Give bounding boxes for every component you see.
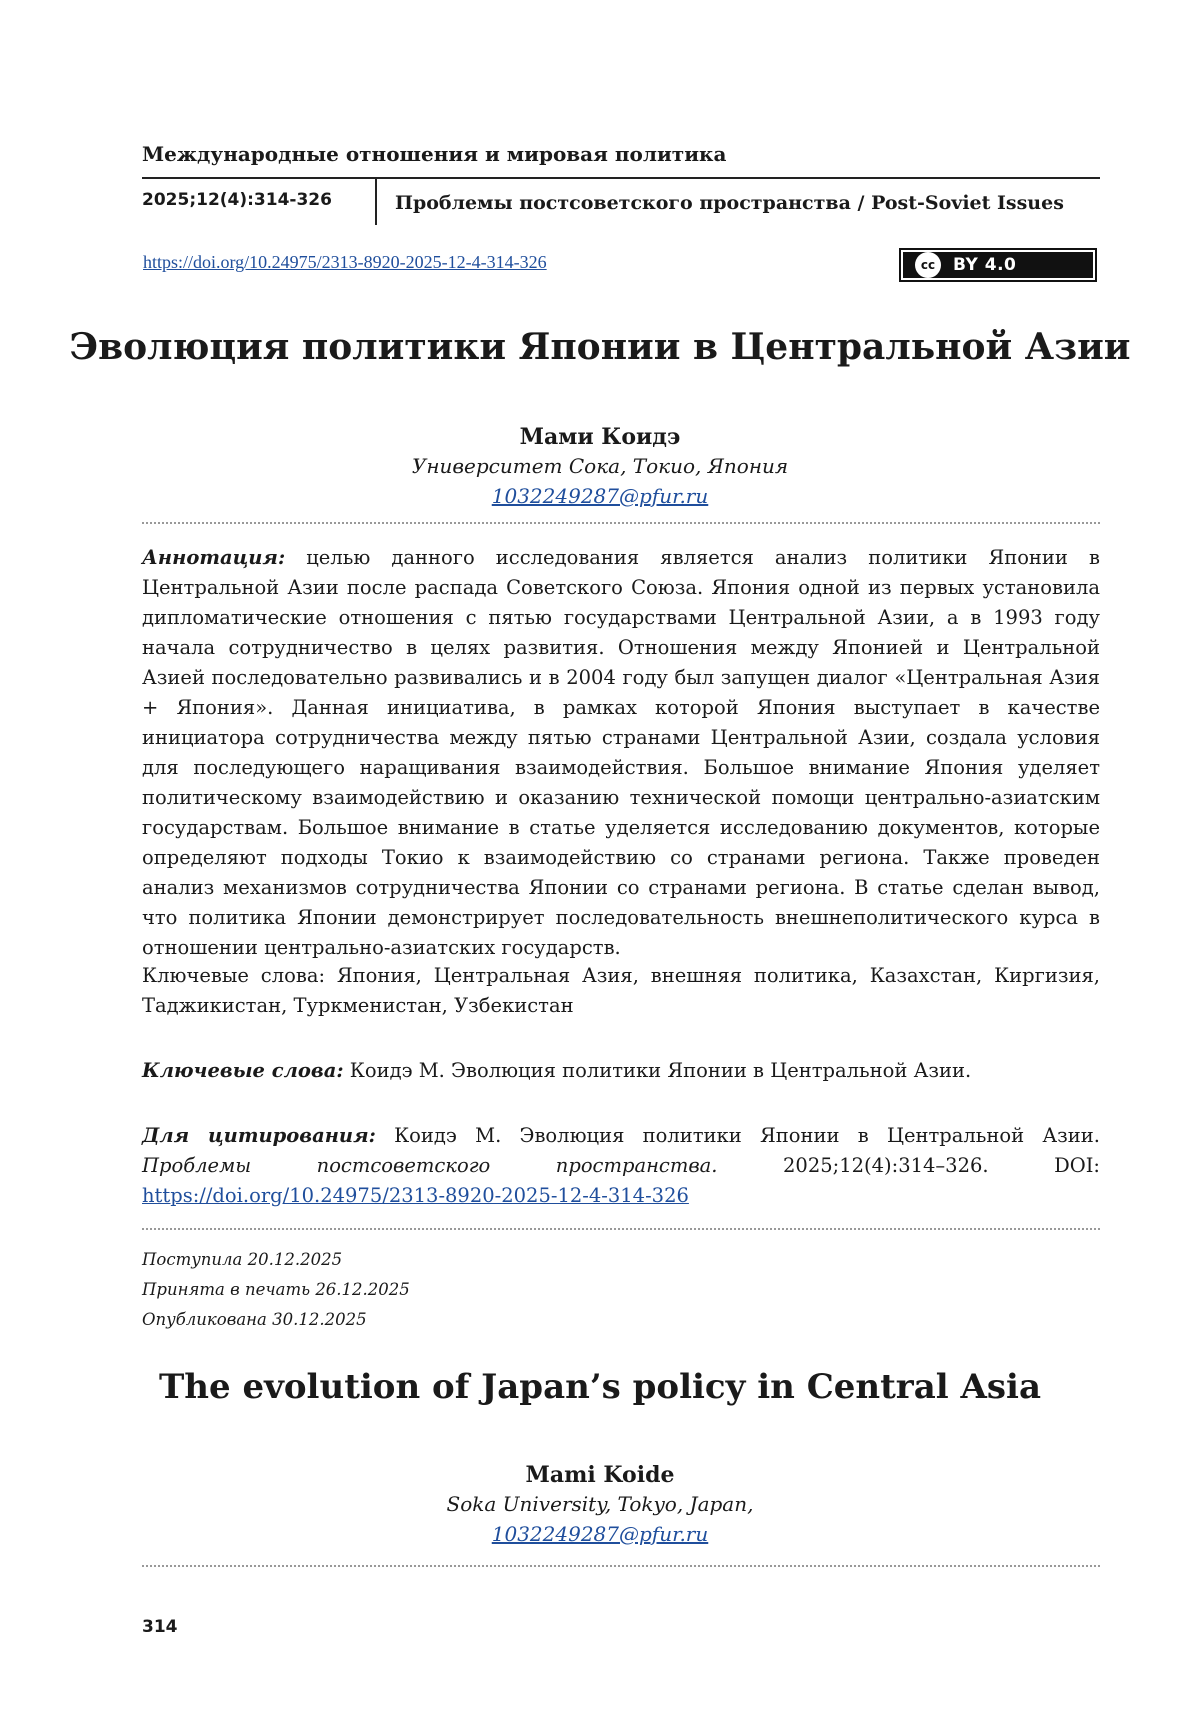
affiliation-en: Soka University, Tokyo, Japan, xyxy=(446,1492,754,1516)
abstract xyxy=(142,543,1100,963)
cc-icon: cc xyxy=(915,252,941,278)
header-divider xyxy=(375,177,377,225)
separator xyxy=(142,1565,1100,1567)
license-label: BY 4.0 xyxy=(953,255,1017,275)
article-title-en: The evolution of Japan’s policy in Central Asia xyxy=(159,1367,1041,1407)
license-badge[interactable] xyxy=(899,248,1097,282)
abstract-text: целью данного исследования является анализ политики Японии в Центральной Азии после распада Советского Союза. Япония одной из первых установила дипломатические отношения с пятью государствами Центральной Азии, а в 1993 году начала сотрудничество в целях развития. Отношения между Японией и Центральной Азией последовательно развивались и в 2004 году был запущен диалог «Центральная Азия + Япония». Данная инициатива, в рамках которой Япония выступает в качестве инициатора сотрудничества между пятью странами Центральной Азии, создала условия для последующего наращивания взаимодействия. Большое внимание Япония уделяет политическому взаимодействию и оказанию технической помощи центрально-азиатским государствам. Большое внимание в статье уделяется исследованию документов, которые определяют подходы Токио к взаимодействию со странами региона. Также проведен анализ механизмов сотрудничества Японии со странами региона. В статье сделан вывод, что политика Японии демонстрирует последовательность внешнеполитического курса в отношении центрально-азиатских государств. xyxy=(142,546,1100,959)
citation-text: Коидэ М. Эволюция политики Японии в Центральной Азии. xyxy=(394,1124,1100,1147)
keywords-plain: Ключевые слова: Япония, Центральная Азия, внешняя политика, Казахстан, Киргизия, Таджикистан, Туркменистан, Узбекистан xyxy=(142,964,1100,1017)
abstract-label: Аннотация: xyxy=(142,546,286,569)
article-dates xyxy=(142,1245,410,1335)
citation-label: Для цитирования: xyxy=(142,1124,376,1147)
page-number: 314 xyxy=(142,1617,178,1637)
author-name-en: Mami Koide xyxy=(525,1462,675,1488)
journal-name: Проблемы постсоветского пространства / Post-Soviet Issues xyxy=(395,192,1064,214)
author-name-ru: Мами Коидэ xyxy=(519,424,681,450)
separator xyxy=(142,522,1100,524)
separator xyxy=(142,1228,1100,1230)
author-email-en[interactable]: 1032249287@pfur.ru xyxy=(491,1522,709,1546)
citation-doi-link[interactable]: https://doi.org/10.24975/2313-8920-2025-12-4-314-326 xyxy=(142,1184,689,1207)
keywords-text: Коидэ М. Эволюция политики Японии в Центральной Азии. xyxy=(349,1059,972,1082)
published-date: Опубликована 30.12.2025 xyxy=(142,1310,367,1329)
keywords xyxy=(142,1056,1100,1086)
received-date: Поступила 20.12.2025 xyxy=(142,1250,343,1269)
accepted-date: Принята в печать 26.12.2025 xyxy=(142,1280,410,1299)
citation-journal: Проблемы постсоветского пространства. xyxy=(142,1154,718,1177)
header-rule xyxy=(142,177,1100,179)
keywords-label: Ключевые слова: xyxy=(142,1059,344,1082)
citation xyxy=(142,1121,1100,1211)
section-title: Международные отношения и мировая политика xyxy=(142,142,727,166)
doi-link[interactable]: https://doi.org/10.24975/2313-8920-2025-12-4-314-326 xyxy=(143,252,547,272)
author-email-ru[interactable]: 1032249287@pfur.ru xyxy=(491,484,709,508)
affiliation-ru: Университет Сока, Токио, Япония xyxy=(411,454,789,478)
citation-tail: 2025;12(4):314–326. DOI: xyxy=(783,1154,1100,1177)
article-title-ru: Эволюция политики Японии в Центральной Азии xyxy=(69,326,1131,368)
issue-info: 2025;12(4):314-326 xyxy=(142,190,332,210)
